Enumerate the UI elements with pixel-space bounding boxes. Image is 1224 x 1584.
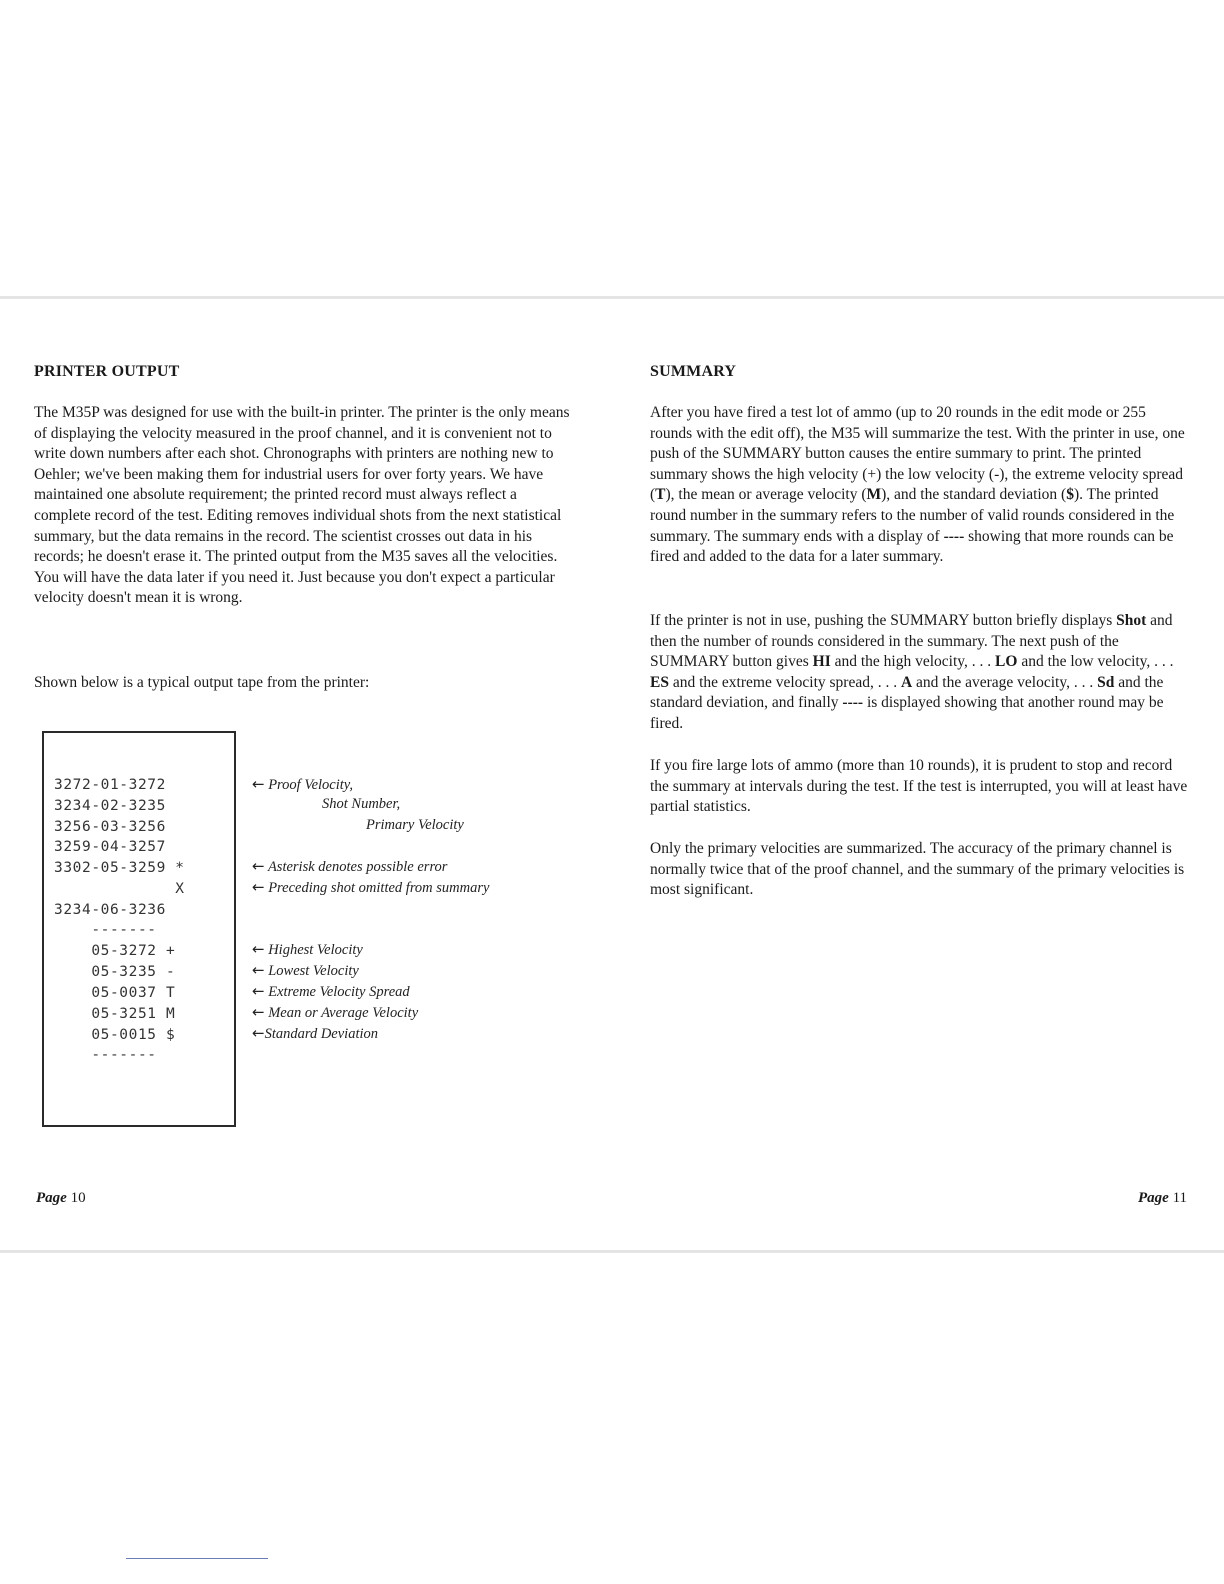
left-arrow-icon: ← — [252, 878, 265, 896]
annotation-shot-number: Shot Number, — [322, 796, 401, 812]
tape-line: 05-0015 $ — [54, 1027, 176, 1043]
printer-output-paragraph: The M35P was designed for use with the built-in printer. The printer is the only means of displaying the velocity measured in the proof channel, and it is convenient not to write down numbers after each shot. Chronographs with printers are nothing new to Oehler; we've been making them for industrial users for over forty years. We have maintained one absolute requirement; the printed record must always reflect a complete record of the test. Editing removes individual shots from the next statistical summary, but the data remains in the record. The scientist crosses out data in his records; he doesn't erase it. The printed output from the M35 saves all the velocities. You will have the data later if you need it. Just because you don't expect a particular velocity doesn't mean it is wrong. — [34, 404, 570, 607]
tape-line: 05-3235 - — [54, 964, 176, 980]
summary-paragraph-4: Only the primary velocities are summarized. The accuracy of the primary channel is normally twice that of the proof channel, and the summary of the primary velocities is most significant. — [650, 840, 1185, 899]
annotation-std-dev: ←Standard Deviation — [252, 1024, 379, 1042]
left-arrow-icon: ← — [252, 961, 265, 979]
tape-line: 3259-04-3257 — [54, 839, 166, 855]
left-arrow-icon: ← — [252, 857, 265, 875]
annotation-lowest: ← Lowest Velocity — [252, 961, 359, 979]
annotation-highest: ← Highest Velocity — [252, 940, 363, 958]
page-number-right: Page 11 — [1138, 1190, 1188, 1206]
tape-line: 05-0037 T — [54, 985, 176, 1001]
tape-line: 05-3272 + — [54, 943, 176, 959]
page-number-left: Page 10 — [36, 1190, 86, 1206]
printer-output-heading: PRINTER OUTPUT — [34, 363, 180, 380]
tape-line: X — [54, 881, 185, 897]
left-arrow-icon: ← — [252, 1024, 265, 1042]
printer-tape-box — [42, 731, 236, 1127]
annotation-proof-velocity: ← Proof Velocity, — [252, 775, 354, 793]
annotation-extreme-spread: ← Extreme Velocity Spread — [252, 982, 410, 1000]
tape-line: 3302-05-3259 * — [54, 860, 185, 876]
left-arrow-icon: ← — [252, 775, 265, 793]
left-arrow-icon: ← — [252, 1003, 265, 1021]
annotation-mean: ← Mean or Average Velocity — [252, 1003, 419, 1021]
bottom-mark-line — [126, 1558, 268, 1559]
summary-heading: SUMMARY — [650, 363, 737, 380]
tape-line: 05-3251 M — [54, 1006, 176, 1022]
bottom-page-rule — [0, 1250, 1224, 1253]
tape-divider: ------- — [54, 1047, 157, 1063]
annotation-preceding-shot: ← Preceding shot omitted from summary — [252, 878, 490, 896]
annotation-primary-velocity: Primary Velocity — [366, 817, 464, 833]
summary-paragraph-1: After you have fired a test lot of ammo (up to 20 rounds in the edit mode or 255 rounds with the edit off), the M35 will summarize the test. With the printer in use, one push of the SUMMARY button causes the entire summary to print. The printed summary shows the high velocity (+) the low velocity (-), the extreme velocity spread (T), the mean or average velocity (M), and the standard deviation ($). The printed round number in the summary refers to the number of valid rounds considered in the summary. The summary ends with a display of ---- showing that more rounds can be fired and added to the data for a later summary. — [650, 404, 1185, 566]
tape-line: 3234-02-3235 — [54, 798, 166, 814]
tape-intro-text: Shown below is a typical output tape from the printer: — [34, 674, 370, 691]
tape-divider: ------- — [54, 922, 157, 938]
tape-line: 3234-06-3236 — [54, 902, 166, 918]
left-arrow-icon: ← — [252, 982, 265, 1000]
tape-line: 3272-01-3272 — [54, 777, 166, 793]
summary-paragraph-2: If the printer is not in use, pushing the SUMMARY button briefly displays Shot and then the number of rounds considered in the summary. The next push of the SUMMARY button gives HI and the high velocity, . . . LO and the low velocity, . . . ES and the extreme velocity spread, . . . A and the average velocity, . . . Sd and the standard deviation, and finally ---- is displayed showing that another round may be fired. — [650, 612, 1174, 732]
summary-paragraph-3: If you fire large lots of ammo (more than 10 rounds), it is prudent to stop and record the summary at intervals during the test. If the test is interrupted, you will at least have partial statistics. — [650, 757, 1188, 816]
annotation-asterisk: ← Asterisk denotes possible error — [252, 857, 448, 875]
left-arrow-icon: ← — [252, 940, 265, 958]
tape-line: 3256-03-3256 — [54, 819, 166, 835]
top-page-rule — [0, 296, 1224, 299]
